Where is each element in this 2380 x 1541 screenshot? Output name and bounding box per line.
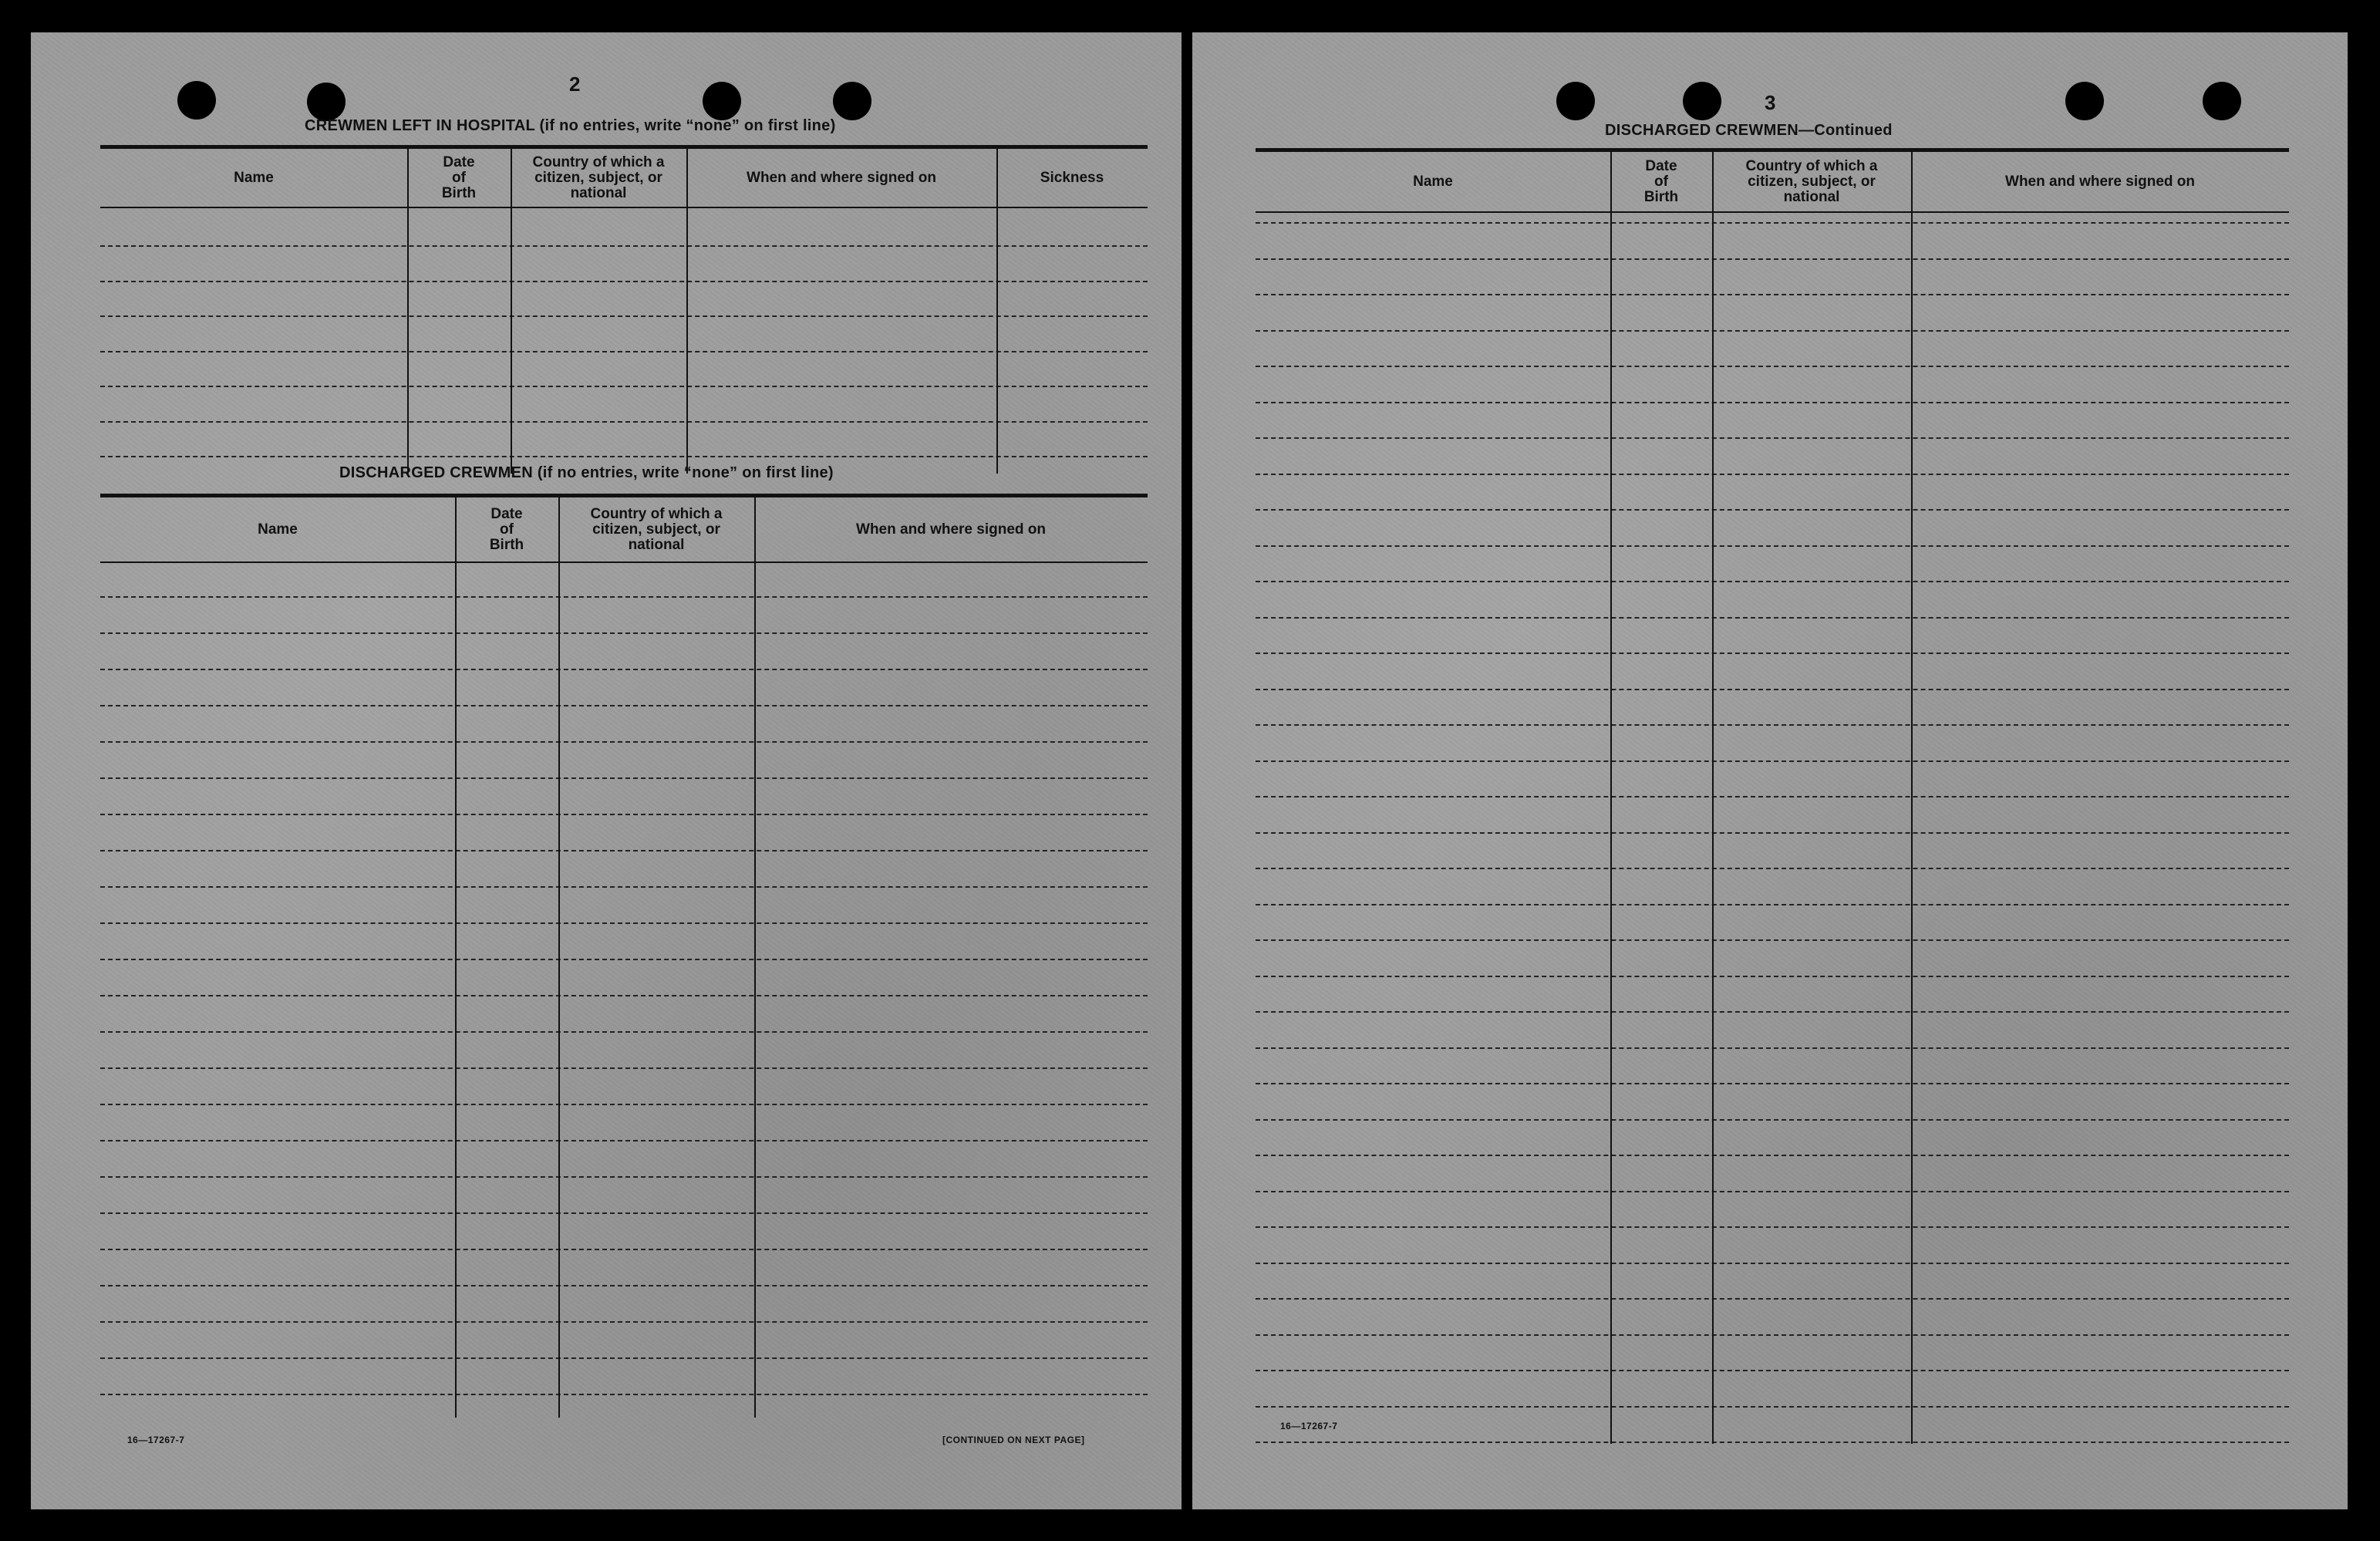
discharged-continued-header-1: Date of Birth <box>1643 157 1679 205</box>
entry-row-line[interactable] <box>1256 1298 2289 1300</box>
entry-row-line[interactable] <box>1256 976 2289 977</box>
entry-row-line[interactable] <box>1256 832 2289 834</box>
hospital-header-1: Date of Birth <box>441 153 477 201</box>
entry-row-line[interactable] <box>100 596 1148 598</box>
discharged-header-0: Name <box>258 521 298 538</box>
form-number: 16—17267-7 <box>127 1435 185 1445</box>
hospital-header-4: Sickness <box>1040 169 1104 186</box>
entry-row-line[interactable] <box>1256 474 2289 475</box>
column-divider <box>1911 152 1913 1444</box>
entry-row-line[interactable] <box>1256 689 2289 690</box>
entry-row-line[interactable] <box>1256 330 2289 332</box>
entry-row-line[interactable] <box>100 1176 1148 1178</box>
page-number: 3 <box>1765 91 1776 114</box>
entry-row-line[interactable] <box>100 351 1148 352</box>
entry-row-line[interactable] <box>100 245 1148 247</box>
entry-row-line[interactable] <box>1256 724 2289 726</box>
entry-row-line[interactable] <box>1256 1226 2289 1228</box>
punch-hole <box>307 83 346 121</box>
right-page <box>1192 32 2348 1509</box>
entry-row-line[interactable] <box>100 777 1148 779</box>
entry-row-line[interactable] <box>1256 652 2289 654</box>
entry-row-line[interactable] <box>1256 545 2289 547</box>
column-divider <box>558 497 560 1418</box>
column-divider <box>1610 152 1612 1444</box>
entry-row-line[interactable] <box>100 1031 1148 1033</box>
entry-row-line[interactable] <box>1256 402 2289 403</box>
entry-row-line[interactable] <box>100 1140 1148 1141</box>
hospital-header-0: Name <box>234 169 274 186</box>
entry-row-line[interactable] <box>1256 1011 2289 1013</box>
punch-hole <box>1556 82 1595 120</box>
entry-row-line[interactable] <box>1256 437 2289 439</box>
entry-row-line[interactable] <box>1256 222 2289 224</box>
entry-row-line[interactable] <box>100 1067 1148 1069</box>
entry-row-line[interactable] <box>1256 1263 2289 1264</box>
entry-row-line[interactable] <box>1256 1191 2289 1192</box>
entry-row-line[interactable] <box>1256 1442 2289 1443</box>
discharged-header-3: When and where signed on <box>856 521 1046 538</box>
discharged-header-1: Date of Birth <box>489 505 524 553</box>
column-divider <box>455 497 457 1418</box>
entry-row-line[interactable] <box>1256 294 2289 295</box>
entry-row-line[interactable] <box>100 281 1148 282</box>
form-number: 16—17267-7 <box>1280 1421 1338 1431</box>
entry-row-line[interactable] <box>100 1321 1148 1323</box>
entry-row-line[interactable] <box>100 632 1148 634</box>
punch-hole <box>2065 82 2104 120</box>
left-page <box>31 32 1182 1509</box>
discharged-section-title: DISCHARGED CREWMEN (if no entries, write “none” on first line) <box>339 464 834 481</box>
column-divider <box>754 497 756 1418</box>
entry-row-line[interactable] <box>1256 796 2289 797</box>
hospital-table <box>100 145 1148 474</box>
discharged-continued-title: DISCHARGED CREWMEN—Continued <box>1605 122 1893 139</box>
continued-note: [CONTINUED ON NEXT PAGE] <box>942 1435 1085 1445</box>
entry-row-line[interactable] <box>100 456 1148 457</box>
entry-row-line[interactable] <box>1256 258 2289 260</box>
entry-row-line[interactable] <box>1256 1406 2289 1408</box>
entry-row-line[interactable] <box>1256 366 2289 367</box>
entry-row-line[interactable] <box>100 1394 1148 1395</box>
entry-row-line[interactable] <box>100 1104 1148 1105</box>
hospital-section-title: CREWMEN LEFT IN HOSPITAL (if no entries, write “none” on first line) <box>305 117 836 134</box>
entry-row-line[interactable] <box>1256 868 2289 869</box>
entry-row-line[interactable] <box>100 850 1148 851</box>
entry-row-line[interactable] <box>1256 1083 2289 1084</box>
entry-row-line[interactable] <box>100 421 1148 423</box>
punch-hole <box>833 82 871 120</box>
entry-row-line[interactable] <box>1256 1047 2289 1049</box>
entry-row-line[interactable] <box>100 814 1148 815</box>
entry-row-line[interactable] <box>100 1285 1148 1286</box>
entry-row-line[interactable] <box>100 705 1148 706</box>
entry-row-line[interactable] <box>1256 581 2289 582</box>
discharged-table <box>100 494 1148 1418</box>
discharged-continued-header-3: When and where signed on <box>2005 173 2195 190</box>
entry-row-line[interactable] <box>1256 617 2289 619</box>
entry-row-line[interactable] <box>1256 904 2289 905</box>
punch-hole <box>177 81 216 120</box>
discharged-header-2: Country of which a citizen, subject, or national <box>590 505 723 553</box>
entry-row-line[interactable] <box>100 1212 1148 1214</box>
punch-hole <box>2203 82 2241 120</box>
entry-row-line[interactable] <box>1256 760 2289 762</box>
hospital-header-3: When and where signed on <box>747 169 936 186</box>
entry-row-line[interactable] <box>100 741 1148 743</box>
entry-row-line[interactable] <box>1256 1370 2289 1371</box>
entry-row-line[interactable] <box>1256 509 2289 511</box>
entry-row-line[interactable] <box>100 886 1148 888</box>
entry-row-line[interactable] <box>100 922 1148 924</box>
entry-row-line[interactable] <box>1256 1334 2289 1336</box>
punch-hole <box>1683 82 1721 120</box>
entry-row-line[interactable] <box>100 669 1148 670</box>
entry-row-line[interactable] <box>100 315 1148 317</box>
discharged-continued-header-2: Country of which a citizen, subject, or national <box>1745 157 1878 205</box>
entry-row-line[interactable] <box>100 1249 1148 1250</box>
hospital-header-2: Country of which a citizen, subject, or national <box>532 153 665 201</box>
entry-row-line[interactable] <box>100 1357 1148 1359</box>
entry-row-line[interactable] <box>1256 1155 2289 1156</box>
entry-row-line[interactable] <box>100 959 1148 960</box>
page-number: 2 <box>569 72 581 96</box>
discharged-continued-table <box>1256 148 2289 1444</box>
entry-row-line[interactable] <box>1256 939 2289 941</box>
column-divider <box>1712 152 1714 1444</box>
punch-hole <box>703 82 741 120</box>
entry-row-line[interactable] <box>1256 1119 2289 1121</box>
entry-row-line[interactable] <box>100 995 1148 996</box>
discharged-continued-header-0: Name <box>1413 173 1453 190</box>
entry-row-line[interactable] <box>100 386 1148 387</box>
